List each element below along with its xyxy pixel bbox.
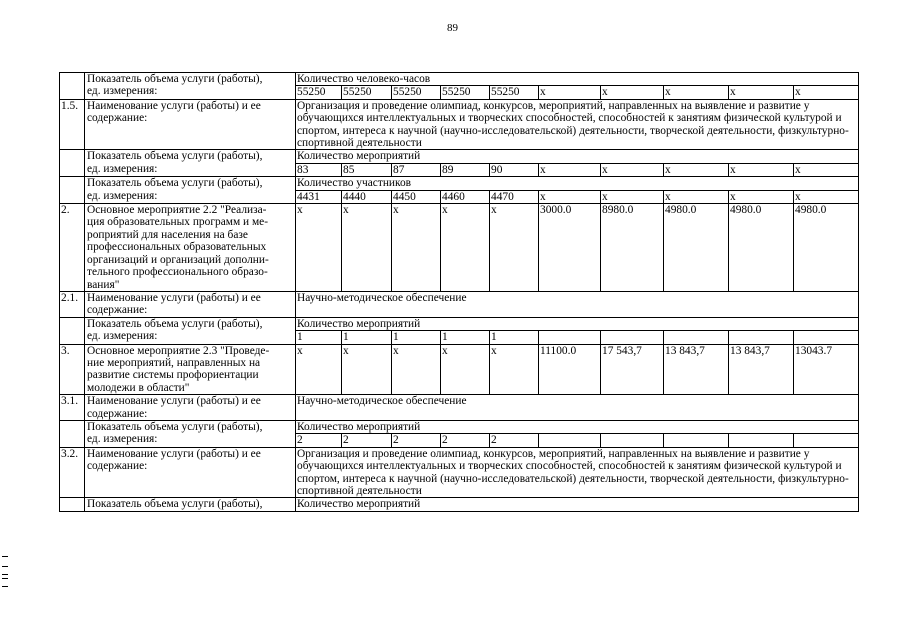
value-cell: x	[601, 190, 664, 203]
table-row	[60, 204, 859, 292]
row-number: 3.	[60, 344, 85, 395]
row-label	[85, 395, 296, 421]
value-cell: x	[539, 86, 601, 99]
row-label-line: Основное мероприятие 2.2 "Реализа-	[87, 204, 267, 217]
value-cell: x	[794, 86, 859, 99]
table-row	[60, 447, 859, 498]
indicator-caption: Количество человеко-часов	[296, 73, 859, 86]
row-label-line: Показатель объема услуги (работы),	[87, 177, 263, 190]
value-cell: x	[441, 344, 490, 395]
row-label-line: Наименование услуги (работы) и ее	[87, 99, 261, 112]
value-cell: 55250	[342, 86, 392, 99]
value-cell: x	[490, 204, 539, 292]
table-row	[60, 317, 859, 330]
row-label-line: содержание:	[87, 112, 148, 125]
row-label-line: организаций и организаций дополни-	[87, 253, 269, 266]
row-number	[60, 177, 85, 204]
value-cell: 4470	[490, 190, 539, 203]
table-row	[60, 420, 859, 433]
page-number: 89	[447, 22, 458, 34]
value-cell	[601, 331, 664, 344]
value-cell: x	[794, 163, 859, 176]
value-cell: 4980.0	[729, 204, 794, 292]
value-cell: 8980.0	[601, 204, 664, 292]
table-body	[60, 73, 859, 512]
row-label-line: содержание:	[87, 304, 148, 317]
value-cell: 2	[441, 434, 490, 447]
row-label	[85, 420, 296, 447]
service-description: Организация и проведение олимпиад, конкурсов, мероприятий, направленных на выявление и развитие у обучающихся интеллектуальных и творческих способностей, способностей к занятиям физической культурой и спортом, интереса к научной (научно-исследовательской) деятельности, творческой деятельности, физкультурно-спортивной деятельности	[296, 447, 859, 498]
value-cell: x	[729, 163, 794, 176]
value-cell: 55250	[441, 86, 490, 99]
row-label	[85, 291, 296, 317]
value-cell: 2	[296, 434, 342, 447]
row-label-line: Показатель объема услуги (работы),	[87, 420, 263, 433]
program-table	[59, 72, 859, 512]
value-cell: 4460	[441, 190, 490, 203]
value-cell: x	[296, 204, 342, 292]
value-cell: 2	[392, 434, 441, 447]
row-label	[85, 317, 296, 344]
table-row	[60, 99, 859, 150]
value-cell: 55250	[296, 86, 342, 99]
row-label-line: содержание:	[87, 407, 148, 420]
value-cell: 4440	[342, 190, 392, 203]
margin-tick	[2, 578, 8, 579]
margin-tick	[2, 566, 8, 567]
value-cell	[539, 331, 601, 344]
margin-tick	[2, 574, 8, 575]
table-row	[60, 395, 859, 421]
row-number	[60, 150, 85, 177]
row-label-line: Показатель объема услуги (работы),	[87, 150, 263, 163]
row-label	[85, 344, 296, 395]
value-cell: x	[729, 86, 794, 99]
value-cell: 1	[342, 331, 392, 344]
value-cell: 13 843,7	[664, 344, 729, 395]
row-label-line: роприятий для населения на базе	[87, 228, 248, 241]
row-label	[85, 447, 296, 498]
row-number	[60, 73, 85, 100]
row-label	[85, 177, 296, 204]
value-cell: x	[729, 190, 794, 203]
table-row	[60, 498, 859, 511]
indicator-caption: Количество мероприятий	[296, 317, 859, 330]
row-label-line: ед. измерения:	[87, 330, 158, 343]
value-cell: 2	[342, 434, 392, 447]
value-cell: x	[794, 190, 859, 203]
table-row	[60, 291, 859, 317]
value-cell: 83	[296, 163, 342, 176]
value-cell: 1	[490, 331, 539, 344]
row-label-line: Наименование услуги (работы) и ее	[87, 447, 261, 460]
row-number	[60, 498, 85, 511]
row-number: 3.1.	[60, 395, 85, 421]
row-number	[60, 317, 85, 344]
value-cell	[794, 331, 859, 344]
value-cell: 2	[490, 434, 539, 447]
value-cell: 55250	[490, 86, 539, 99]
value-cell: x	[539, 163, 601, 176]
service-description: Научно-методическое обеспечение	[296, 291, 859, 317]
value-cell: x	[601, 86, 664, 99]
table-row	[60, 73, 859, 86]
row-label-line: Показатель объема услуги (работы),	[87, 317, 263, 330]
margin-tick	[2, 556, 8, 557]
row-label-line: ед. измерения:	[87, 85, 158, 98]
indicator-caption: Количество мероприятий	[296, 498, 859, 511]
row-label	[85, 498, 296, 511]
table-row	[60, 177, 859, 190]
row-label-line: ед. измерения:	[87, 433, 158, 446]
value-cell: 1	[392, 331, 441, 344]
value-cell: x	[664, 163, 729, 176]
value-cell: x	[441, 204, 490, 292]
row-label-line: профессиональных образовательных	[87, 241, 267, 254]
value-cell: x	[539, 190, 601, 203]
indicator-caption: Количество участников	[296, 177, 859, 190]
value-cell: x	[490, 344, 539, 395]
value-cell: 87	[392, 163, 441, 176]
value-cell: x	[601, 163, 664, 176]
value-cell: x	[342, 204, 392, 292]
value-cell	[794, 434, 859, 447]
row-label-line: молодежи в области"	[87, 381, 190, 394]
margin-tick	[2, 586, 8, 587]
service-description: Организация и проведение олимпиад, конкурсов, мероприятий, направленных на выявление и развитие у обучающихся интеллектуальных и творческих способностей, способностей к занятиям физической культурой и спортом, интереса к научной (научно-исследовательской) деятельности, творческой деятельности, физкультурно-спортивной деятельности	[296, 99, 859, 150]
value-cell: 85	[342, 163, 392, 176]
row-label	[85, 150, 296, 177]
value-cell: 89	[441, 163, 490, 176]
service-description: Научно-методическое обеспечение	[296, 395, 859, 421]
row-label-line: вания"	[87, 278, 120, 291]
value-cell: x	[296, 344, 342, 395]
row-label	[85, 99, 296, 150]
value-cell	[601, 434, 664, 447]
row-label-line: ние мероприятий, направленных на	[87, 356, 261, 369]
row-label-line: тельного профессионального образо-	[87, 266, 268, 279]
row-label-line: Показатель объема услуги (работы),	[87, 498, 263, 511]
row-label-line: ция образовательных программ и ме-	[87, 216, 269, 229]
row-label-line: Наименование услуги (работы) и ее	[87, 395, 261, 408]
row-label-line: ед. измерения:	[87, 162, 158, 175]
value-cell: x	[392, 344, 441, 395]
value-cell: 13043.7	[794, 344, 859, 395]
value-cell: 17 543,7	[601, 344, 664, 395]
value-cell: 1	[441, 331, 490, 344]
row-number: 2.	[60, 204, 85, 292]
value-cell: 1	[296, 331, 342, 344]
value-cell: 4450	[392, 190, 441, 203]
row-label-line: Наименование услуги (работы) и ее	[87, 291, 261, 304]
row-number: 2.1.	[60, 291, 85, 317]
value-cell: 4980.0	[794, 204, 859, 292]
value-cell	[539, 434, 601, 447]
value-cell	[664, 331, 729, 344]
row-label-line: Основное мероприятие 2.3 "Проведе-	[87, 344, 270, 357]
value-cell: 3000.0	[539, 204, 601, 292]
value-cell: x	[664, 190, 729, 203]
value-cell: x	[342, 344, 392, 395]
indicator-caption: Количество мероприятий	[296, 420, 859, 433]
value-cell: x	[664, 86, 729, 99]
row-label	[85, 204, 296, 292]
value-cell: 90	[490, 163, 539, 176]
value-cell: 4980.0	[664, 204, 729, 292]
row-number	[60, 420, 85, 447]
value-cell	[729, 331, 794, 344]
value-cell: 13 843,7	[729, 344, 794, 395]
table-row	[60, 344, 859, 395]
indicator-caption: Количество мероприятий	[296, 150, 859, 163]
value-cell: x	[392, 204, 441, 292]
value-cell: 11100.0	[539, 344, 601, 395]
value-cell: 55250	[392, 86, 441, 99]
row-number: 1.5.	[60, 99, 85, 150]
row-number: 3.2.	[60, 447, 85, 498]
row-label-line: Показатель объема услуги (работы),	[87, 73, 263, 85]
value-cell	[729, 434, 794, 447]
table-row	[60, 150, 859, 163]
row-label-line: развитие системы профориентации	[87, 369, 259, 382]
row-label-line: содержание:	[87, 460, 148, 473]
value-cell	[664, 434, 729, 447]
value-cell: 4431	[296, 190, 342, 203]
row-label-line: ед. измерения:	[87, 189, 158, 202]
row-label	[85, 73, 296, 100]
